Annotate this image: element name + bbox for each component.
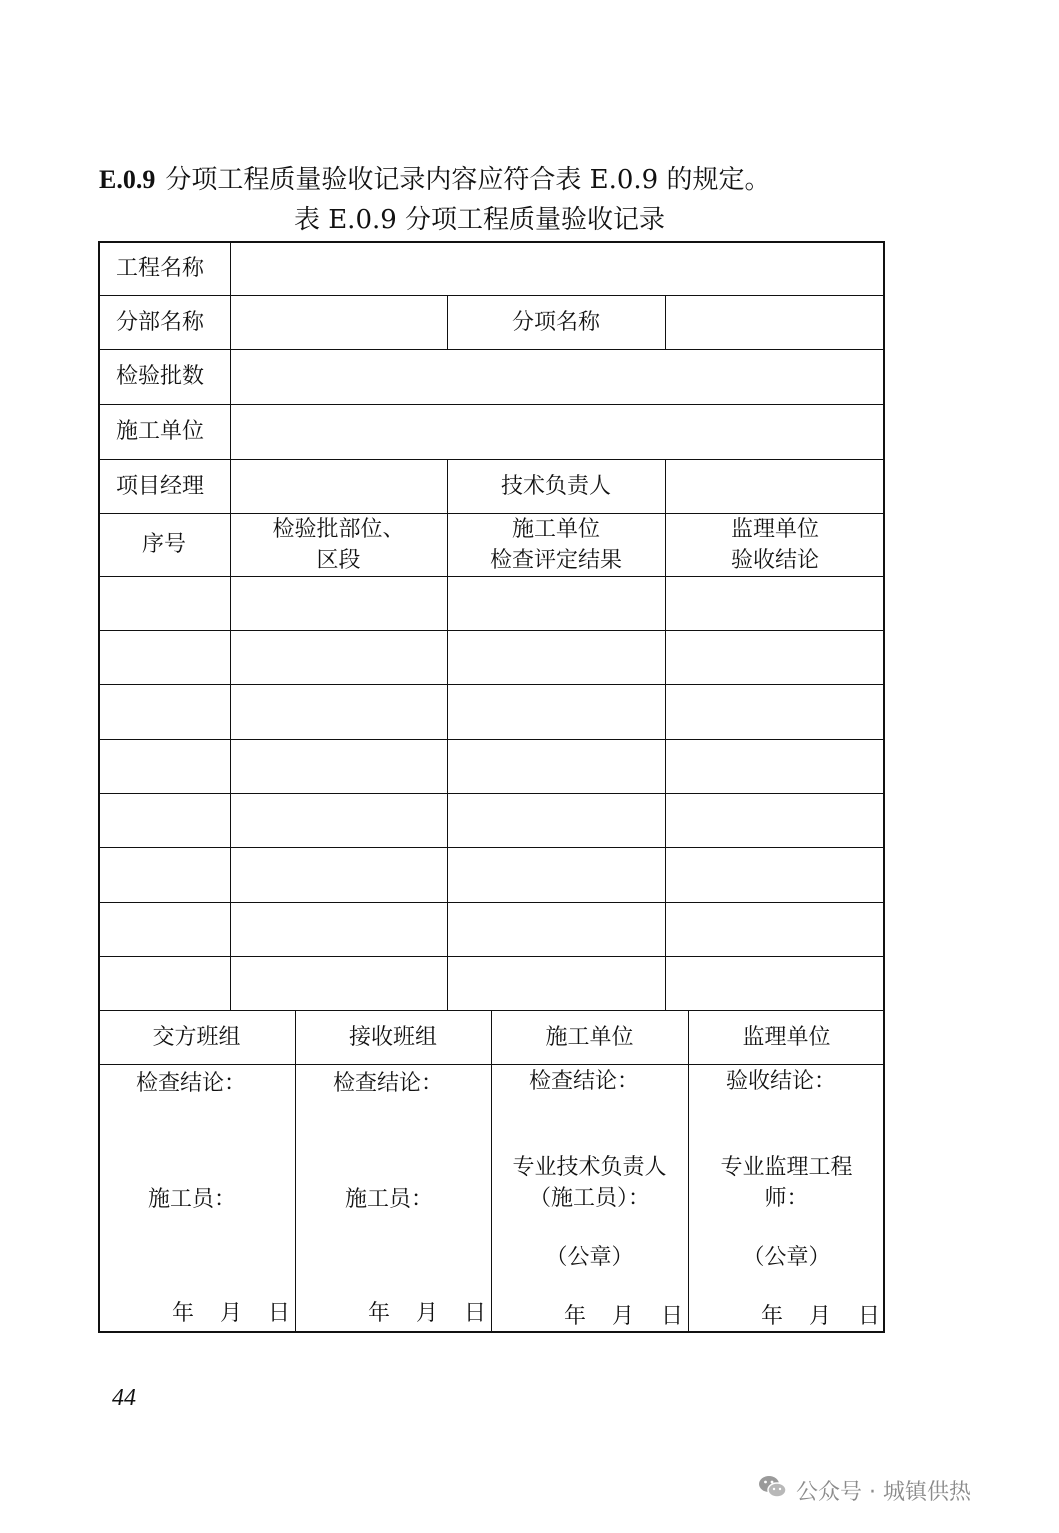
division-name-label: 分部名称 [116,309,205,335]
year-label: 年 [172,1301,195,1326]
batch-count-label: 检验批数 [116,364,205,389]
construction-eval-line2: 检查评定结果 [489,547,622,573]
construction-eval-line1: 施工单位 [511,516,600,542]
row-divider [98,630,885,631]
tech-person-line2: （施工员）： [528,1186,650,1211]
supervisor-line2: 师： [764,1186,809,1211]
construction-unit-label: 施工单位 [116,419,205,444]
tech-lead-label: 技术负责人 [500,473,611,499]
supervision-line1: 监理单位 [730,516,819,542]
day-label: 日 [661,1304,684,1329]
page-number: 44 [112,1385,136,1411]
check-conclusion-label: 检查结论： [529,1069,640,1094]
row-divider [98,793,885,794]
column-divider [230,241,231,1010]
receiving-team-header: 接收班组 [348,1024,437,1050]
wechat-icon [758,1474,788,1506]
project-name-label: 工程名称 [116,255,205,281]
day-label: 日 [464,1301,487,1326]
seq-header: 序号 [141,532,186,557]
batch-location-header [230,513,447,576]
month-label: 月 [416,1301,439,1326]
year-label: 年 [564,1304,587,1329]
construction-eval-header [447,513,665,576]
seal-label: （公章） [545,1245,634,1270]
batch-location-line1: 检验批部位、 [272,516,405,542]
check-conclusion-label: 检查结论： [333,1071,444,1096]
day-label: 日 [268,1301,291,1326]
supervisor-line1: 专业监理工程 [720,1155,853,1180]
month-label: 月 [809,1304,832,1329]
tech-person-line1: 专业技术负责人 [512,1155,667,1180]
table-title: 表 E.0.9 分项工程质量验收记录 [293,205,666,235]
year-label: 年 [761,1304,784,1329]
constructor-label: 施工员： [148,1187,237,1212]
batch-location-line2: 区段 [316,547,361,573]
watermark [758,1474,971,1506]
row-divider [98,902,885,903]
clause-text: 分项工程质量验收记录内容应符合表 E.0.9 的规定。 [165,165,771,195]
row-divider [98,739,885,740]
clause-number: E.0.9 [99,165,156,194]
project-manager-label: 项目经理 [116,473,205,499]
handover-team-header: 交方班组 [152,1024,241,1050]
acceptance-conclusion-label: 验收结论： [726,1069,837,1094]
month-label: 月 [220,1301,243,1326]
year-label: 年 [368,1301,391,1326]
day-label: 日 [858,1304,881,1329]
clause-heading [99,160,770,200]
subitem-name-label: 分项名称 [511,309,600,335]
supervision-line2: 验收结论 [730,547,819,573]
constructor-label: 施工员： [345,1187,434,1212]
row-divider [98,576,885,577]
supervision-unit-header: 监理单位 [742,1024,831,1050]
month-label: 月 [612,1304,635,1329]
seal-label: （公章） [742,1245,831,1270]
row-divider [98,684,885,685]
row-divider [98,956,885,957]
check-conclusion-label: 检查结论： [136,1071,247,1096]
column-divider [665,295,666,349]
construction-unit-header: 施工单位 [545,1024,634,1050]
watermark-text: 公众号 · 城镇供热 [796,1479,971,1505]
table-caption [0,200,1059,240]
row-divider [98,847,885,848]
supervision-header [665,513,885,576]
